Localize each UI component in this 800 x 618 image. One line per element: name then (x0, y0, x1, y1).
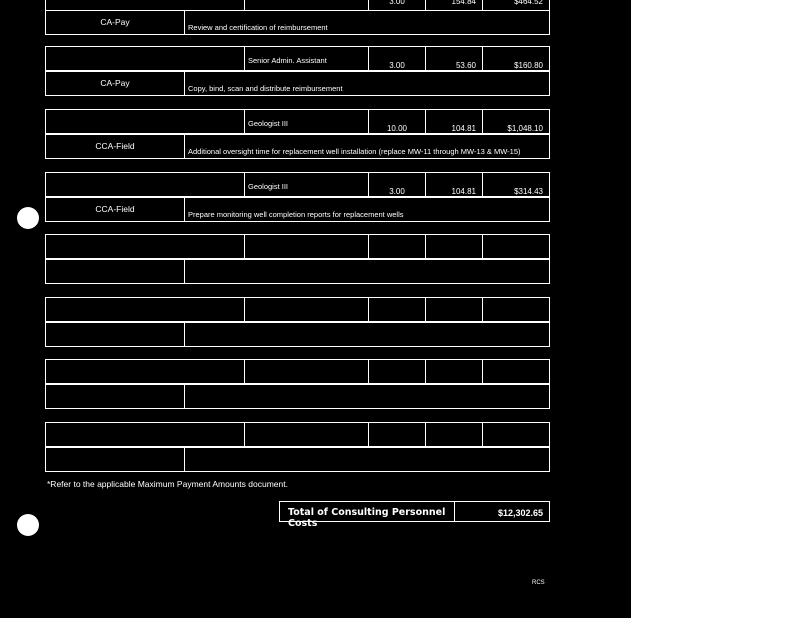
empty-position-cell (244, 422, 369, 447)
empty-description-cell (184, 322, 550, 347)
entry-left-cell (45, 172, 245, 197)
entry-row (45, 46, 550, 96)
entry-position: Geologist III (244, 109, 369, 134)
empty-position-cell (244, 359, 369, 384)
partial-total-cell: $464.52 (482, 0, 550, 11)
empty-left-cell (45, 234, 245, 259)
entry-row (45, 10, 550, 35)
empty-hours-cell (368, 422, 426, 447)
entry-left-cell (45, 109, 245, 134)
empty-description-cell (184, 384, 550, 409)
empty-total-cell (482, 359, 550, 384)
page-mark: RCS (532, 580, 545, 586)
empty-hours-cell (368, 234, 426, 259)
entry-category: CA-Pay (45, 71, 185, 96)
entry-hours: 3.00 (368, 46, 426, 71)
empty-left-cell (45, 297, 245, 322)
empty-entry-row (45, 422, 550, 472)
entry-rate: 104.81 (425, 172, 483, 197)
entry-total: $1,048.10 (482, 109, 550, 134)
entry-description: Copy, bind, scan and distribute reimbursement (184, 71, 550, 96)
empty-category-cell (45, 259, 185, 284)
entry-category: CCA-Field (45, 197, 185, 222)
entry-left-cell (45, 46, 245, 71)
entry-row (45, 109, 550, 159)
partial-hours-cell: 3.00 (368, 0, 426, 11)
entry-position: Senior Admin. Assistant (244, 46, 369, 71)
entry-hours: 10.00 (368, 109, 426, 134)
entry-position: Geologist III (244, 172, 369, 197)
empty-entry-row (45, 359, 550, 409)
empty-description-cell (184, 447, 550, 472)
entry-rate: 104.81 (425, 109, 483, 134)
empty-rate-cell (425, 234, 483, 259)
entry-total: $160.80 (482, 46, 550, 71)
partial-rate-cell: 154.84 (425, 0, 483, 11)
empty-hours-cell (368, 297, 426, 322)
entry-description: Prepare monitoring well completion reports for replacement wells (184, 197, 550, 222)
empty-entry-row (45, 234, 550, 284)
empty-entry-row (45, 297, 550, 347)
empty-total-cell (482, 422, 550, 447)
total-costs-value: $12,302.65 (454, 501, 550, 522)
entry-rate: 53.60 (425, 46, 483, 71)
empty-category-cell (45, 322, 185, 347)
empty-hours-cell (368, 359, 426, 384)
empty-position-cell (244, 234, 369, 259)
empty-total-cell (482, 234, 550, 259)
empty-description-cell (184, 259, 550, 284)
entry-category: CCA-Field (45, 134, 185, 159)
punch-hole-top (17, 207, 39, 229)
punch-hole-bottom (17, 514, 39, 536)
footnote: *Refer to the applicable Maximum Payment Amounts document. (47, 479, 288, 489)
empty-category-cell (45, 447, 185, 472)
entry-description: Additional oversight time for replacement well installation (replace MW-11 through MW-13 & MW-15) (184, 134, 550, 159)
empty-position-cell (244, 297, 369, 322)
empty-rate-cell (425, 359, 483, 384)
empty-category-cell (45, 384, 185, 409)
empty-left-cell (45, 422, 245, 447)
entry-row (45, 172, 550, 222)
empty-total-cell (482, 297, 550, 322)
empty-rate-cell (425, 422, 483, 447)
entry-total: $314.43 (482, 172, 550, 197)
empty-left-cell (45, 359, 245, 384)
empty-rate-cell (425, 297, 483, 322)
entry-category: CA-Pay (45, 10, 185, 35)
total-costs-label: Total of Consulting Personnel Costs (279, 501, 455, 522)
entry-hours: 3.00 (368, 172, 426, 197)
entry-description: Review and certification of reimbursement (184, 10, 550, 35)
